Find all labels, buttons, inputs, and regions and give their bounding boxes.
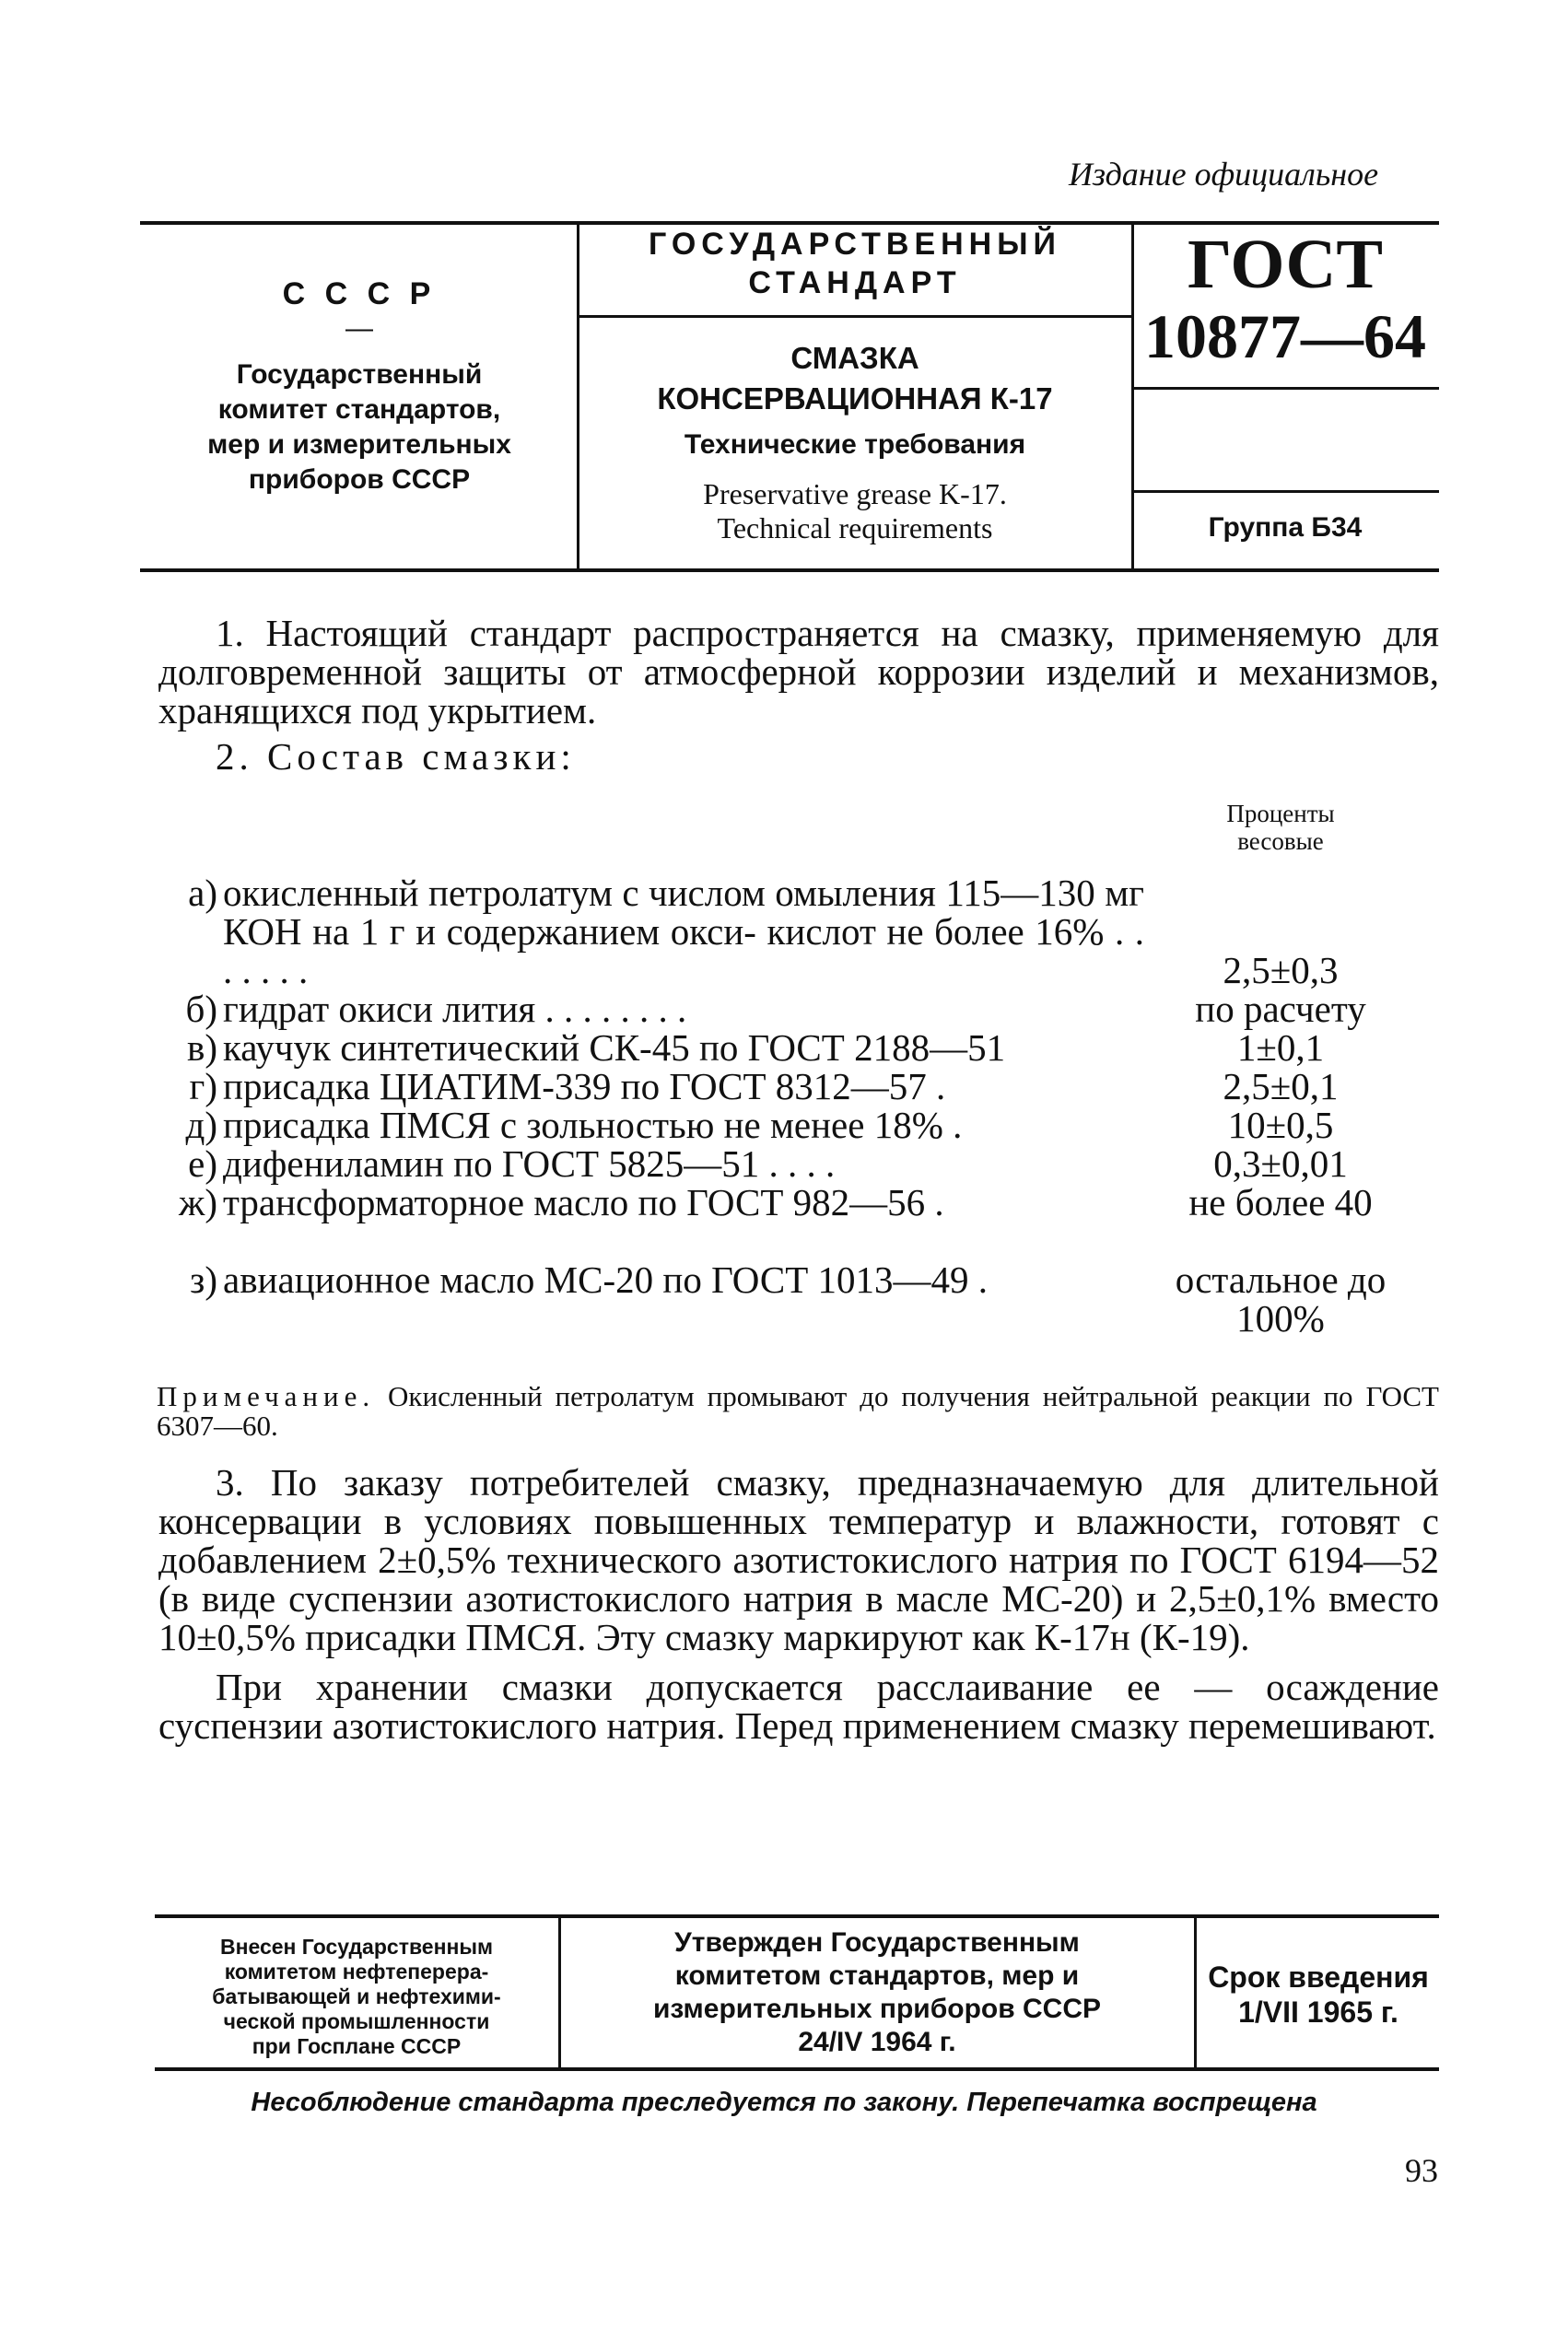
header-country: С С С Р	[282, 276, 437, 311]
composition-letter: а)	[188, 872, 217, 914]
footer-introduced-line: Внесен Государственным	[219, 1935, 494, 1959]
footer-approved-line: комитетом стандартов, мер и	[674, 1960, 1080, 1991]
page-number: 93	[1405, 2152, 1438, 2189]
composition-text: окисленный петролатум с числом омыления 115—130 мг КОН на 1 г и содержанием окси- кислот не более 16% . . . . . . .	[223, 872, 1144, 991]
header-issuer-line: приборов СССР	[248, 464, 471, 495]
composition-letter: з)	[190, 1258, 217, 1301]
paragraph-1-text: 1. Настоящий стандарт распространяется на смазку, применяемую для долговременной защиты от атмосферной коррозии изделий и механизмов, хранящихся под укрытием.	[158, 612, 1439, 731]
composition-letter: б)	[185, 988, 217, 1030]
composition-text: трансформаторное масло по ГОСТ 982—56 .	[223, 1181, 944, 1223]
composition-letter: в)	[186, 1026, 217, 1069]
footer-approved-line: измерительных приборов СССР	[652, 1994, 1102, 2024]
footer-divider-left	[558, 1914, 561, 2067]
note-label: Примечание.	[157, 1380, 376, 1412]
footer-bottom-rule	[155, 2067, 1439, 2071]
paragraph-4	[158, 1668, 1439, 1745]
header-right-rule-1	[1131, 387, 1439, 390]
footer-top-rule	[155, 1914, 1439, 1918]
composition-letter: ж)	[179, 1181, 217, 1223]
percent-header-line: весовые	[1237, 827, 1324, 855]
header-issuer-line: комитет стандартов,	[217, 394, 501, 425]
header-title-line: КОНСЕРВАЦИОННАЯ К-17	[657, 381, 1053, 415]
header-divider-left	[577, 221, 579, 568]
paragraph-2-text: 2. Состав смазки:	[216, 735, 576, 778]
composition-text: каучук синтетический СК-45 по ГОСТ 2188—51	[223, 1026, 1006, 1069]
composition-value: 2,5±0,3	[1223, 949, 1339, 991]
composition-text: авиационное масло МС-20 по ГОСТ 1013—49 .	[223, 1258, 989, 1301]
composition-text: присадка ПМСЯ с зольностью не менее 18% .	[223, 1104, 963, 1146]
header-english-line: Technical requirements	[717, 511, 993, 544]
header-issuer-line: Государственный	[236, 359, 483, 390]
note	[157, 1382, 1439, 1441]
composition-text: присадка ЦИАТИМ-339 по ГОСТ 8312—57 .	[223, 1065, 946, 1107]
header-issuer-line: мер и измерительных	[207, 429, 511, 460]
footer-introduced-line: при Госплане СССР	[252, 2034, 462, 2058]
paragraph-1	[158, 614, 1439, 735]
composition-value: 2,5±0,1	[1223, 1065, 1339, 1107]
header-gost-number: 10877—64	[1144, 301, 1426, 371]
composition-value: 0,3±0,01	[1213, 1142, 1348, 1185]
header-divider-right	[1131, 221, 1134, 568]
footer-warning: Несоблюдение стандарта преследуется по закону. Перепечатка воспрещена	[251, 2088, 1317, 2117]
paragraph-4-text: При хранении смазки допускается расслаивание ее — осаждение суспензии азотистокислого натрия. Перед применением смазку перемешивают.	[158, 1666, 1439, 1747]
composition-text: дифениламин по ГОСТ 5825—51 . . . .	[223, 1142, 836, 1185]
composition-value: 1±0,1	[1236, 1026, 1325, 1069]
header-title-line: СМАЗКА	[790, 341, 919, 375]
paragraph-3	[158, 1463, 1439, 1656]
edition-label: Издание официальное	[1069, 156, 1379, 193]
composition-value: по расчету	[1195, 988, 1366, 1030]
header-kind-line: ГОСУДАРСТВЕННЫЙ	[649, 227, 1061, 262]
composition-letter: д)	[185, 1104, 217, 1146]
header-gost: ГОСТ	[1187, 226, 1384, 303]
footer-divider-right	[1194, 1914, 1197, 2067]
header-kind-line: СТАНДАРТ	[748, 265, 962, 300]
composition-letter: е)	[188, 1142, 217, 1185]
footer-introduced-line: батывающей и нефтехими-	[212, 1984, 501, 2008]
percent-header-line: Проценты	[1226, 800, 1335, 827]
footer-introduced-line: ческой промышленности	[223, 2009, 490, 2033]
header-english-line: Preservative grease K-17.	[703, 477, 1007, 510]
footer-effective-line: Срок введения	[1208, 1960, 1429, 1994]
footer-approved-line: Утвержден Государственным	[674, 1927, 1080, 1958]
header-dash: —	[345, 313, 373, 344]
header-bottom-rule	[140, 568, 1439, 572]
footer-introduced-line: комитетом нефтеперера-	[224, 1960, 489, 1984]
header-subtitle: Технические требования	[684, 429, 1026, 460]
composition-value: остальное до 100%	[1175, 1258, 1387, 1340]
composition-letter: г)	[189, 1065, 217, 1107]
note-text: Окисленный петролатум промывают до получения нейтральной реакции по ГОСТ 6307—60.	[157, 1380, 1439, 1442]
footer-approved-line: 24/IV 1964 г.	[798, 2027, 956, 2057]
paragraph-2	[158, 737, 1439, 776]
header-right-rule-2	[1131, 490, 1439, 493]
header-group: Группа Б34	[1208, 512, 1363, 543]
footer-effective-line: 1/VII 1965 г.	[1238, 1995, 1398, 2029]
composition-value: 10±0,5	[1227, 1104, 1334, 1146]
composition-value: не более 40	[1188, 1181, 1373, 1223]
paragraph-3-text: 3. По заказу потребителей смазку, предназначаемую для длительной консервации в условиях повышенных температур и влажности, готовят с добавлением 2±0,5% технического азотистокислого натрия по ГОСТ 6194—52 (в виде суспензии азотистокислого натрия в масле МС-20) и 2,5±0,1% вместо 10±0,5% присадки ПМСЯ. Эту смазку маркируют как К-17н (К-19).	[158, 1461, 1439, 1658]
header-middle-rule	[577, 315, 1131, 318]
composition-text: гидрат окиси лития . . . . . . . .	[223, 988, 687, 1030]
